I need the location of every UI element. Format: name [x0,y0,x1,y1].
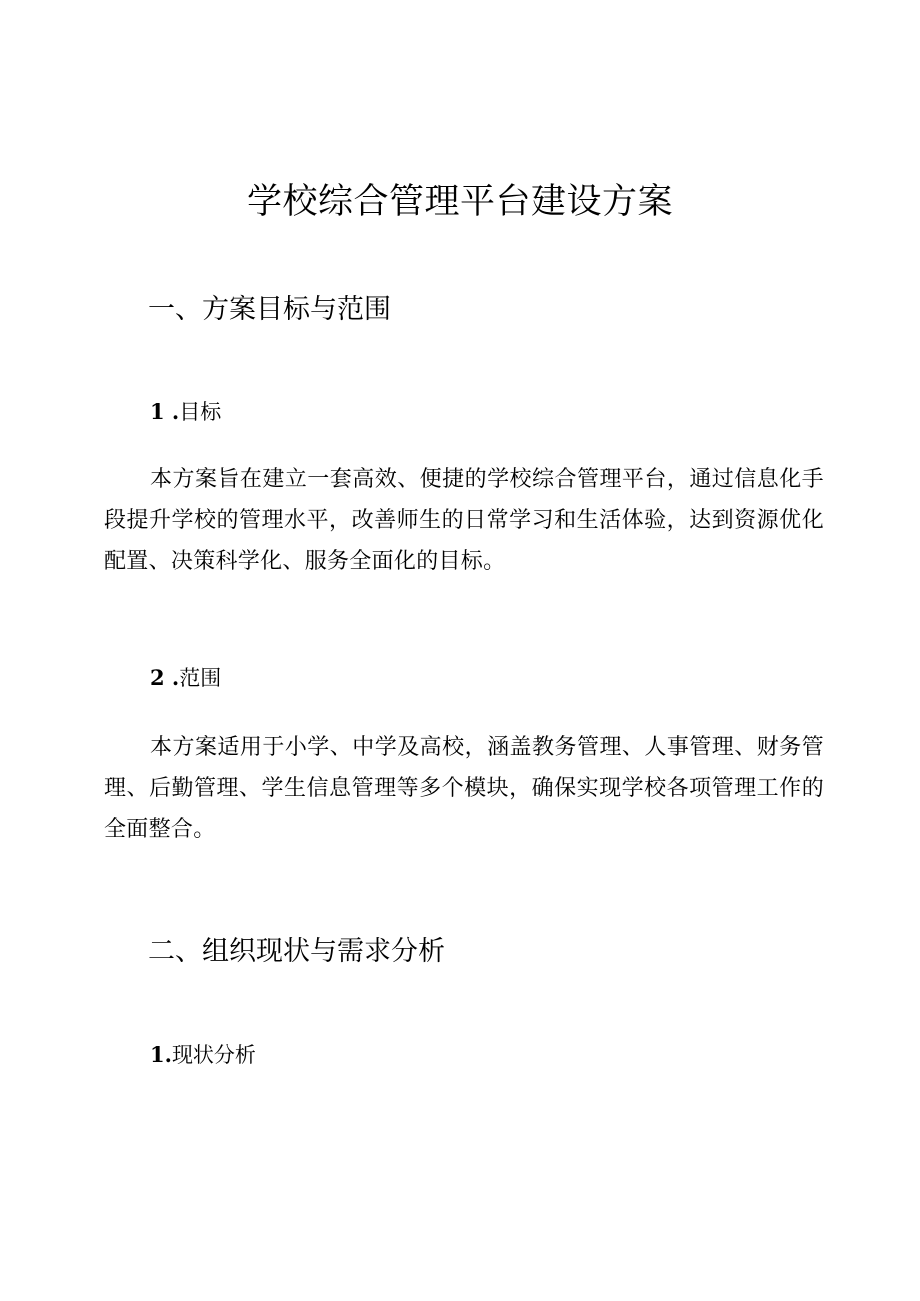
document-title: 学校综合管理平台建设方案 [246,182,673,222]
section-heading-1: 一、方案目标与范围 [148,294,391,325]
subsection-label: 范围 [179,666,222,690]
subsection-heading-status [150,1040,256,1070]
subsection-heading-goal [150,397,221,427]
subsection-label: 目标 [179,400,222,424]
subsection-number: 2 . [150,665,180,690]
subsection-number: 1 . [150,399,180,424]
subsection-label: 现状分析 [171,1043,256,1067]
paragraph-scope: 本方案适用于小学、中学及高校，涵盖教务管理、人事管理、财务管理、后勤管理、学生信息管理等多个模块，确保实现学校各项管理工作的全面整合。 [104,735,824,842]
paragraph-goal: 本方案旨在建立一套高效、便捷的学校综合管理平台，通过信息化手段提升学校的管理水平，改善师生的日常学习和生活体验，达到资源优化配置、决策科学化、服务全面化的目标。 [104,467,824,574]
subsection-heading-scope [150,663,221,693]
section-heading-2: 二、组织现状与需求分析 [148,936,445,967]
subsection-number: 1. [150,1042,172,1067]
